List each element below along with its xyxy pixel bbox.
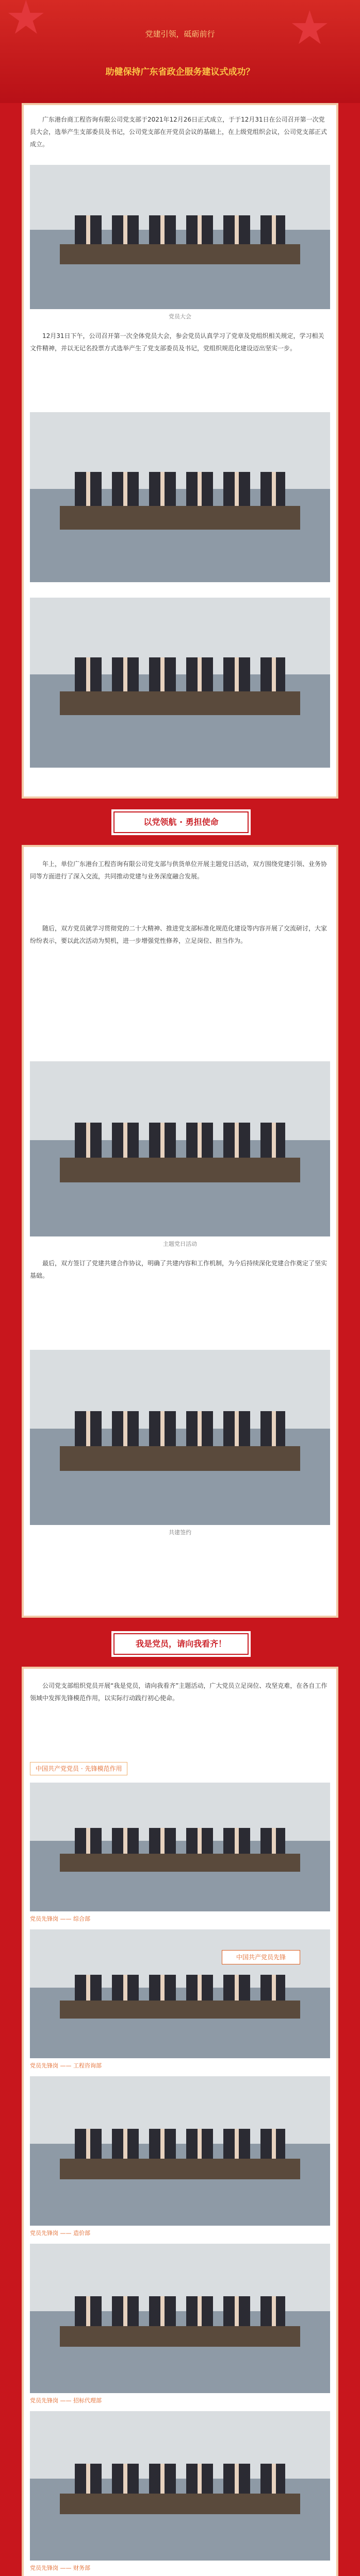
section-3-ribbon: 我是党员，请向我看齐！ (113, 1633, 249, 1655)
section-1-intro: 广东港台商工程咨询有限公司党支部于2021年12月26日正式成立，于于12月31日在公司召开第一次党员大会，选举产生支部委员及书记，公司党支部在开党员会议的基础上，在上级党组织会议，公司党支部正式成立。 (30, 116, 328, 148)
star-icon: ★ (289, 1, 331, 55)
photo-member-4 (30, 2244, 330, 2393)
section-3-intro: 公司党支部组织党员开展“我是党员，请向我看齐”主题活动，广大党员立足岗位、攻坚克难，在各自工作领域中发挥先锋模范作用，以实际行动践行初心使命。 (30, 1682, 328, 1702)
photo-member-5 (30, 2411, 330, 2561)
photo-caption: 主题党日活动 (163, 1241, 197, 1247)
section-2-para-3: 最后，双方签订了党建共建合作协议，明确了共建内容和工作机制，为今后持续深化党建合作奠定了坚实基础。 (30, 1260, 328, 1279)
header-banner (0, 0, 360, 103)
member-label: 党员先锋岗 —— 招标代理部 (30, 2397, 102, 2404)
header-slogan: 党建引领，砥砺前行 (145, 29, 215, 39)
photo-ballot-box (30, 598, 330, 768)
section-2-ribbon: 以党领航 · 勇担使命 (113, 811, 249, 833)
photo-member-1 (30, 1783, 330, 1911)
photo-activity (30, 1061, 330, 1236)
photo-voting (30, 412, 330, 582)
header-title: 助健保持广东省政企服务建议式成功？ (105, 67, 255, 77)
section-1-para: 12月31日下午，公司召开第一次全体党员大会，参会党员认真学习了党章及党组织相关规定，学习相关文件精神，并以无记名投票方式选举产生了党支部委员及书记，党组织规范化建设迈出坚实一步。 (30, 332, 324, 352)
photo-member-2 (30, 1929, 330, 2058)
member-label: 党员先锋岗 —— 财务部 (30, 2565, 90, 2571)
section-2-para-1: 年上，单位广东港台工程咨询有限公司党支部与供货单位开展主题党日活动，双方围绕党建引领、业务协同等方面进行了深入交流，共同推动党建与业务深度融合发展。 (30, 860, 328, 880)
photo-caption: 党员大会 (169, 313, 191, 320)
member-label: 党员先锋岗 —— 综合部 (30, 1916, 90, 1922)
section-2-para-2: 随后，双方党员就学习贯彻党的二十大精神、推进党支部标准化规范化建设等内容开展了交流研讨，大家纷纷表示，要以此次活动为契机，进一步增强党性修养，立足岗位、担当作为。 (30, 925, 328, 944)
star-icon: ★ (5, 0, 47, 45)
photo-meeting (30, 165, 330, 309)
member-label: 党员先锋岗 —— 工程咨询部 (30, 2062, 102, 2069)
member-label: 党员先锋岗 —— 造价部 (30, 2230, 90, 2236)
photo-signing (30, 1350, 330, 1525)
section-3-sub-ribbon: 中国共产党党员 · 先锋模范作用 (30, 1762, 127, 1775)
photo-caption: 共建签约 (169, 1529, 191, 1536)
photo-member-3 (30, 2076, 330, 2226)
pioneer-badge: 中国共产党员先锋 (222, 1950, 300, 1964)
